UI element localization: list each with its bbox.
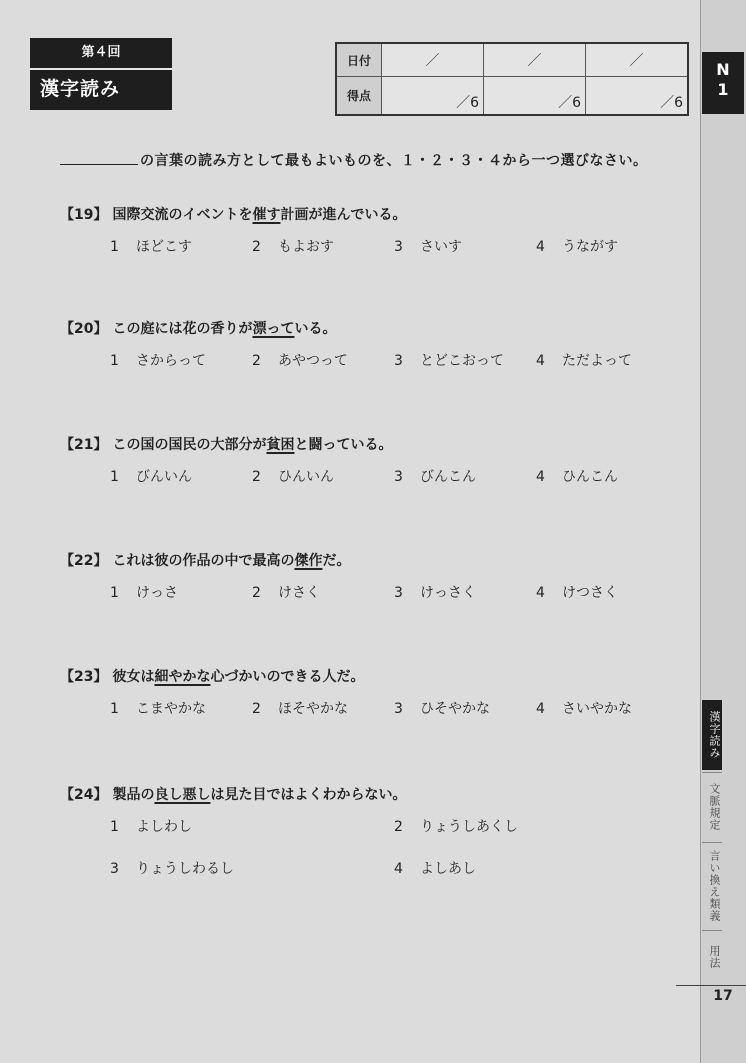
question-19 bbox=[60, 204, 680, 255]
question-number: 【20】 bbox=[60, 321, 108, 337]
date-cell: ／ bbox=[484, 43, 586, 77]
question-22 bbox=[60, 550, 680, 601]
score-cell: ／6 bbox=[484, 77, 586, 116]
question-sentence: 製品の良し悪しは見た目ではよくわからない。 bbox=[112, 787, 407, 803]
answer-options bbox=[110, 816, 690, 880]
option-2[interactable]: 2 あやつって bbox=[252, 353, 348, 369]
question-24 bbox=[60, 784, 680, 877]
target-word: 良し悪し bbox=[154, 787, 211, 803]
level-badge: N 1 bbox=[702, 52, 744, 114]
option-1[interactable]: 1 けっさ bbox=[110, 585, 178, 601]
section-title: 漢字読み bbox=[40, 78, 121, 100]
question-23 bbox=[60, 666, 680, 717]
option-2[interactable]: 2 けさく bbox=[252, 585, 320, 601]
option-3[interactable]: 3 びんこん bbox=[394, 469, 476, 485]
date-cell: ／ bbox=[586, 43, 689, 77]
question-number: 【22】 bbox=[60, 553, 108, 569]
option-1[interactable]: 1 ほどこす bbox=[110, 239, 192, 255]
target-word: 催す bbox=[252, 207, 281, 223]
question-21 bbox=[60, 434, 680, 485]
option-3[interactable]: 3 とどこおって bbox=[394, 353, 504, 369]
answer-options bbox=[110, 698, 690, 718]
question-sentence: これは彼の作品の中で最高の傑作だ。 bbox=[112, 553, 351, 569]
option-4[interactable]: 4 うながす bbox=[536, 239, 618, 255]
score-table bbox=[335, 42, 689, 116]
target-word: 漂って bbox=[252, 321, 295, 337]
answer-options bbox=[110, 236, 690, 256]
option-4[interactable]: 4 ひんこん bbox=[536, 469, 618, 485]
option-4[interactable]: 4 けつさく bbox=[536, 585, 618, 601]
answer-options bbox=[110, 466, 690, 486]
option-2[interactable]: 2 りょうしあくし bbox=[394, 819, 518, 835]
option-2[interactable]: 2 ほそやかな bbox=[252, 701, 348, 717]
tab-usage[interactable]: 用法 bbox=[702, 930, 722, 982]
target-word: 細やかな bbox=[154, 669, 211, 685]
question-sentence: この国の国民の大部分が貧困と闘っている。 bbox=[112, 437, 393, 453]
option-2[interactable]: 2 ひんいん bbox=[252, 469, 334, 485]
option-4[interactable]: 4 さいやかな bbox=[536, 701, 632, 717]
option-1[interactable]: 1 よしわし bbox=[110, 819, 192, 835]
tab-paraphrase[interactable]: 言い換え類義 bbox=[702, 842, 722, 928]
underline-blank bbox=[60, 150, 138, 165]
page-number: 17 bbox=[702, 985, 744, 1004]
answer-options bbox=[110, 350, 690, 370]
question-number: 【23】 bbox=[60, 669, 108, 685]
option-1[interactable]: 1 びんいん bbox=[110, 469, 192, 485]
option-1[interactable]: 1 さからって bbox=[110, 353, 206, 369]
score-cell: ／6 bbox=[382, 77, 484, 116]
instruction bbox=[60, 150, 648, 170]
date-cell: ／ bbox=[382, 43, 484, 77]
question-sentence: 国際交流のイベントを催す計画が進んでいる。 bbox=[112, 207, 407, 223]
answer-options bbox=[110, 582, 690, 602]
option-3[interactable]: 3 ひそやかな bbox=[394, 701, 490, 717]
option-3[interactable]: 3 けっさく bbox=[394, 585, 476, 601]
question-number: 【19】 bbox=[60, 207, 108, 223]
instruction-text: の言葉の読み方として最もよいものを、１・２・３・４から一つ選びなさい。 bbox=[140, 153, 648, 169]
date-label: 日付 bbox=[336, 43, 382, 77]
option-2[interactable]: 2 もよおす bbox=[252, 239, 334, 255]
option-3[interactable]: 3 さいす bbox=[394, 239, 462, 255]
question-20 bbox=[60, 318, 680, 369]
question-sentence: この庭には花の香りが漂っている。 bbox=[112, 321, 337, 337]
target-word: 貧困 bbox=[266, 437, 295, 453]
option-1[interactable]: 1 こまやかな bbox=[110, 701, 206, 717]
section-header bbox=[30, 38, 172, 110]
score-label: 得点 bbox=[336, 77, 382, 116]
tab-kanji-reading[interactable]: 漢字読み bbox=[702, 700, 722, 770]
score-cell: ／6 bbox=[586, 77, 689, 116]
target-word: 傑作 bbox=[294, 553, 323, 569]
tab-context[interactable]: 文脈規定 bbox=[702, 772, 722, 840]
option-3[interactable]: 3 りょうしわるし bbox=[110, 861, 234, 877]
question-sentence: 彼女は細やかな心づかいのできる人だ。 bbox=[112, 669, 365, 685]
question-number: 【21】 bbox=[60, 437, 108, 453]
question-number: 【24】 bbox=[60, 787, 108, 803]
session-label: 第４回 bbox=[30, 38, 172, 70]
option-4[interactable]: 4 よしあし bbox=[394, 861, 476, 877]
option-4[interactable]: 4 ただよって bbox=[536, 353, 632, 369]
